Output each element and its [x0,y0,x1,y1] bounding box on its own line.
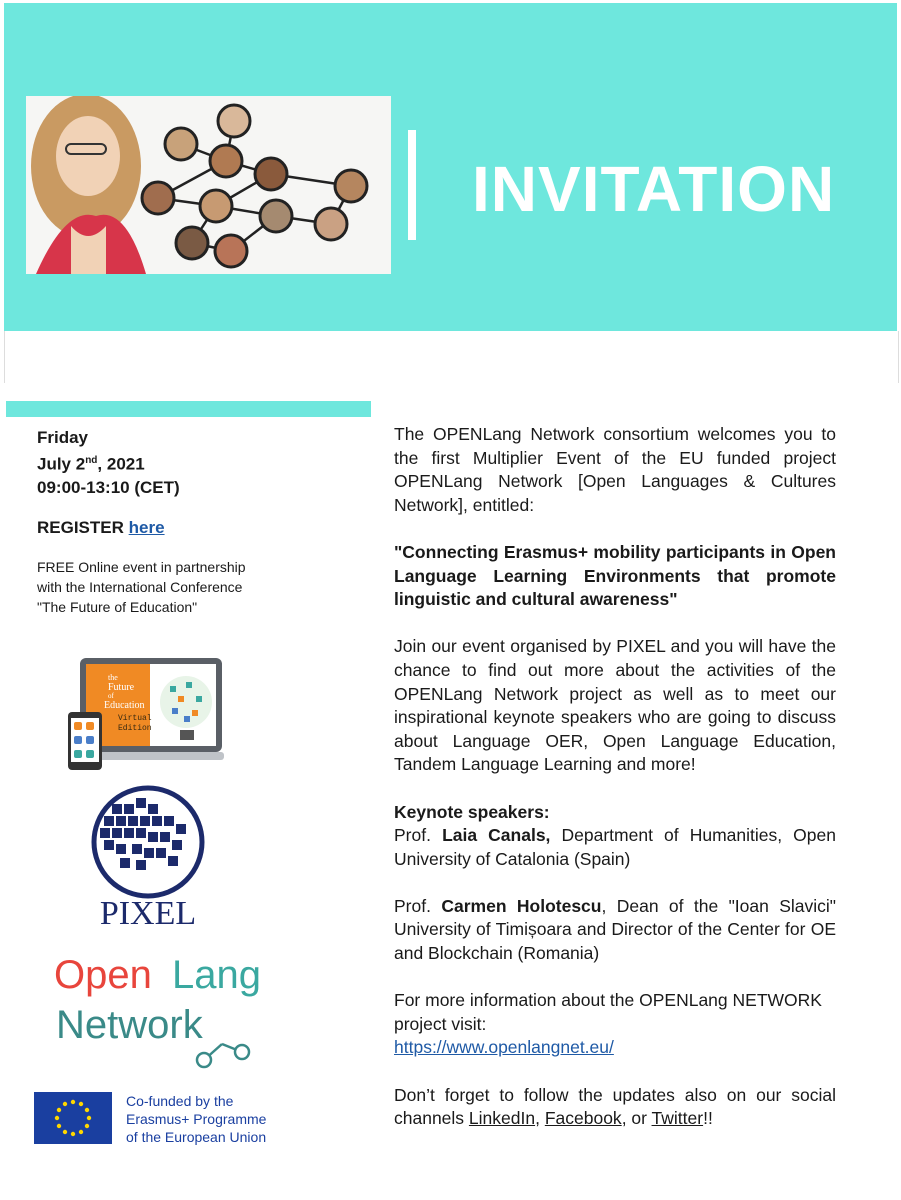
twitter-link[interactable]: Twitter [651,1108,704,1129]
white-band [4,331,899,383]
free-line-2: with the International Conference [37,578,243,595]
keynote-heading: Keynote speakers: [394,801,550,822]
register-link[interactable]: here [128,517,165,537]
foe-text-future: Future [108,682,135,693]
speaker-1-name: Laia Canals, [442,825,551,846]
comma-separator: , [535,1108,545,1129]
free-line-1: FREE Online event in partnership [37,558,246,575]
invitation-title: INVITATION [472,153,836,225]
openlang-open-text: Open [54,953,152,997]
eu-text-line2: Erasmus+ Programme [126,1111,267,1127]
more-info-text: For more information about the OPENLang NETWORK project visit: [394,990,822,1034]
eu-cofunded-logo [34,1090,298,1148]
foe-text-the: the [108,673,118,682]
event-headline: "Connecting Erasmus+ mobility participants in Open Language Learning Environments that promote linguistic and cultural awareness" [394,541,836,610]
future-of-education-logo [68,656,224,772]
pixel-logo [84,784,212,928]
event-details-column [37,426,337,617]
invitation-body [394,423,836,1131]
free-event-note [37,557,337,617]
foe-text-of: of [108,692,114,700]
register-line [37,518,337,538]
pixel-logo-text: PIXEL [99,895,197,928]
follow-text: Don’t forget to follow the updates also on our social channels [394,1084,836,1129]
left-accent-bar [6,401,371,417]
facebook-link[interactable]: Facebook [544,1108,622,1129]
speaker-1-prefix: Prof. [394,825,431,846]
speaker-2-name: Carmen Holotescu [441,895,602,916]
event-date-year: , 2021 [97,454,145,474]
follow-paragraph [394,1084,836,1131]
event-date-suffix: nd [85,455,98,466]
openlang-network-text: Network [56,1003,203,1047]
foe-text-edition: Edition [118,724,152,733]
join-paragraph: Join our event organised by PIXEL and you will have the chance to find out more about the activities of the OPENLang Network project as well as to meet our inspirational keynote speakers who are going to discuss about Language OER, Open Language Education, Tandem Language Learning and more! [394,636,836,775]
speaker-2 [394,895,836,966]
eu-text-line1: Co-funded by the [126,1093,234,1109]
title-divider [408,130,416,240]
event-time: 09:00-13:10 (CET) [37,477,180,497]
speaker-2-affiliation: , Dean of the "Ioan Slavici" University of Timișoara and Director of the Center for OE and Blockchain (Romania) [394,895,837,964]
intro-paragraph: The OPENLang Network consortium welcomes you to the first Multiplier Event of the EU funded project OPENLang Network [Open Languages & Cultures Network], entitled: [394,424,836,515]
openlang-network-logo [54,950,298,1070]
hero-illustration [26,96,391,274]
linkedin-link[interactable]: LinkedIn [468,1108,536,1129]
speaker-2-prefix: Prof. [394,895,431,916]
speaker-1-affiliation: Department of Humanities, Open University of Catalonia (Spain) [394,825,836,869]
free-line-3: "The Future of Education" [37,598,198,615]
or-separator: , or [621,1108,652,1129]
eu-text-line3: of the European Union [126,1129,267,1145]
exclamation: !! [703,1108,713,1129]
register-label: REGISTER [37,517,124,537]
event-date [37,449,337,476]
event-date-main: July 2 [37,454,86,474]
foe-text-education: Education [104,700,145,711]
openlang-lang-text: Lang [172,953,261,997]
hero-image-network-people [26,96,391,274]
event-day: Friday [37,428,89,447]
foe-text-virtual: Virtual [118,714,152,723]
project-website-link[interactable]: https://www.openlangnet.eu/ [394,1037,614,1058]
speaker-1 [394,824,836,871]
